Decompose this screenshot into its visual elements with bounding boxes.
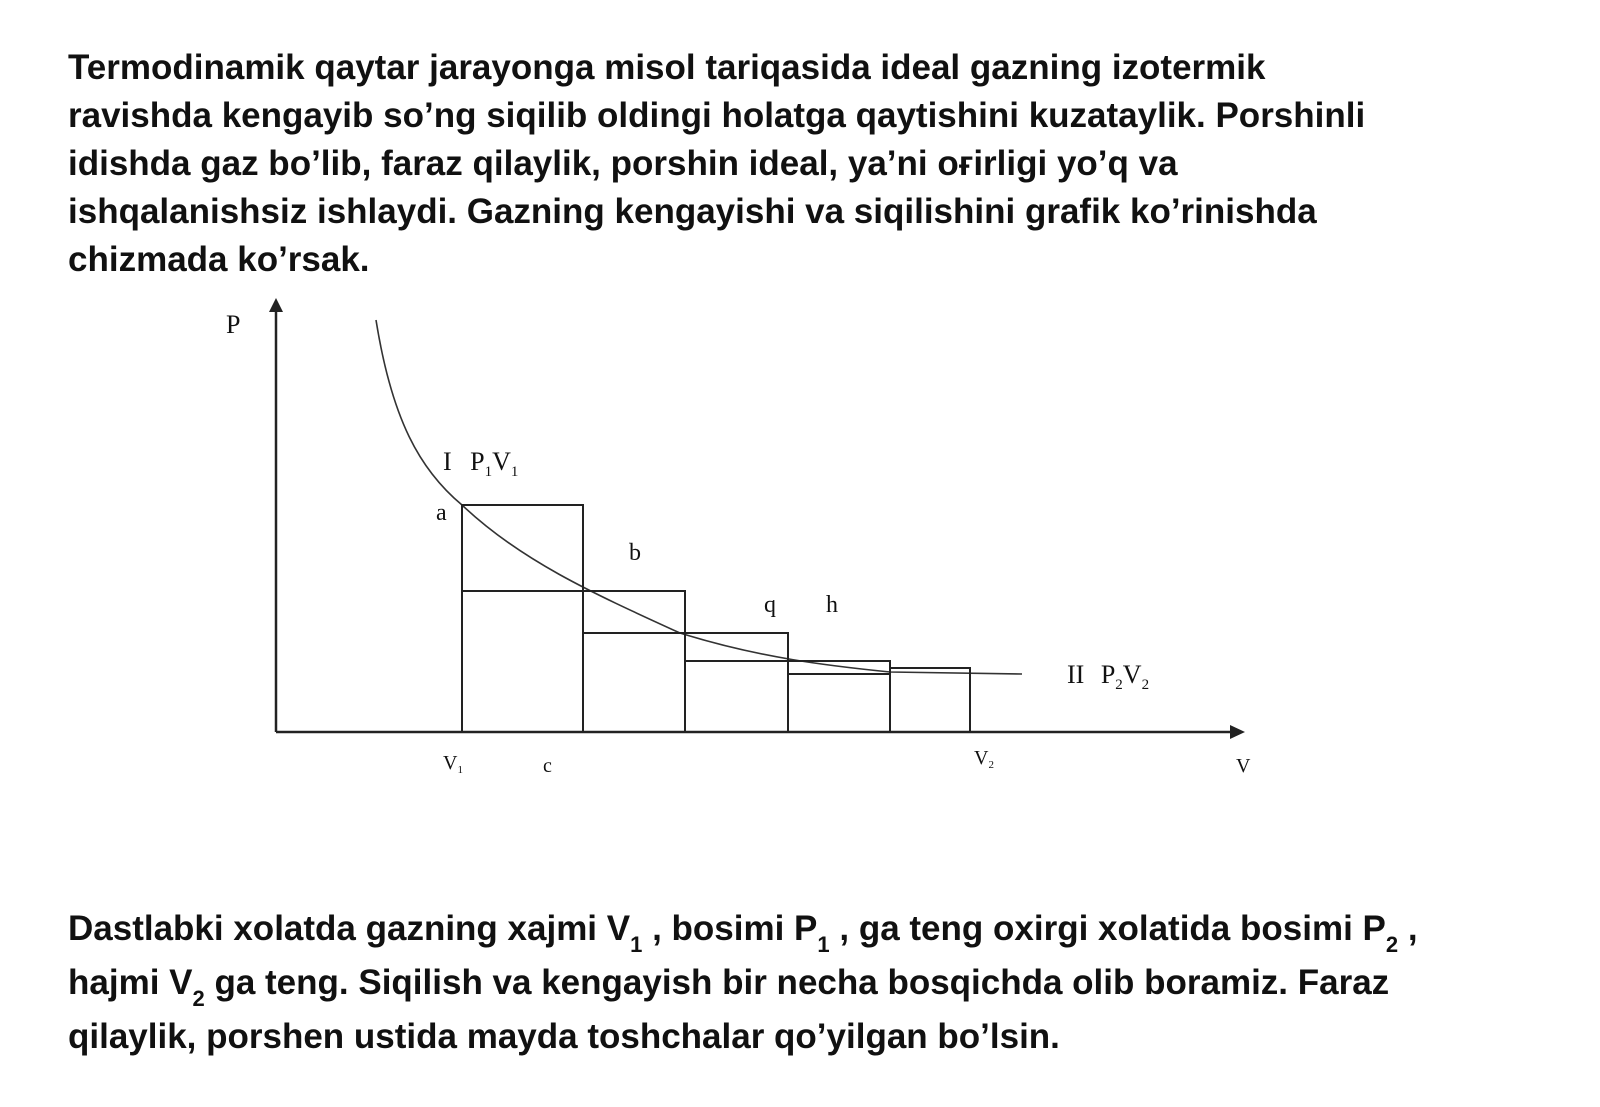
p-axis-label: P [226, 310, 241, 339]
point-a-label: a [436, 500, 447, 526]
state-2-v: V [1122, 660, 1142, 689]
state-1-label [443, 447, 518, 480]
tick-v2-sub: 2 [988, 759, 994, 771]
tick-v1-label [443, 752, 463, 776]
state-1-p-sub: 1 [484, 464, 493, 480]
outro-sub-p2: 2 [1385, 932, 1399, 957]
state-1-roman: I [443, 447, 452, 476]
tick-v1: V [443, 752, 458, 774]
intro-line-4: ishqalanishsiz ishlaydi. Gazning kengayishi va siqilishini grafik ko’rinishda [68, 192, 1317, 231]
point-b-label: b [629, 540, 641, 566]
outro-text-7: qilaylik, porshen ustida mayda toshchalar qo’yilgan bo’lsin. [68, 1017, 1060, 1056]
state-1-v-sub: 1 [510, 464, 519, 480]
outro-sub-v2: 2 [192, 986, 205, 1011]
intro-line-2: ravishda kengayib so’ng siqilib oldingi holatga qaytishini kuzataylik. Porshinli [68, 96, 1366, 135]
outro-text-2: , bosimi P [642, 909, 818, 948]
outro-text-4: , [1398, 909, 1418, 948]
state-2-p-sub: 2 [1115, 677, 1123, 693]
isotherm-curve [376, 320, 1022, 674]
outro-sub-v1: 1 [630, 932, 643, 957]
pv-diagram [0, 280, 1600, 800]
outro-text-3: , ga teng oxirgi xolatida bosimi P [829, 909, 1386, 948]
outro-text-1: Dastlabki xolatda gazning xajmi V [68, 909, 631, 948]
step-rect-1 [462, 505, 583, 732]
p-axis-arrow [269, 298, 283, 312]
intro-line-3: idishda gaz bo’lib, faraz qilaylik, porshin ideal, ya’ni oғirligi yo’q va [68, 144, 1178, 183]
point-h-label: h [826, 592, 838, 618]
outro-text-6: ga teng. Siqilish va kengayish bir necha bosqichda olib boramiz. Faraz [204, 963, 1390, 1002]
state-1-v: V [492, 447, 511, 476]
v-axis-arrow [1230, 725, 1245, 739]
intro-line-5: chizmada ko’rsak. [68, 240, 370, 279]
outro-paragraph [68, 902, 1548, 1064]
intro-paragraph [68, 44, 1548, 284]
point-c-label: c [543, 755, 552, 777]
outro-sub-p1: 1 [817, 932, 830, 957]
state-2-p: P [1100, 660, 1116, 689]
state-2-roman: II [1067, 660, 1085, 689]
tick-v2: V [974, 747, 989, 769]
tick-v1-sub: 1 [457, 764, 463, 776]
state-1-p: P [470, 447, 485, 476]
step-rect-5 [890, 668, 970, 732]
state-2-v-sub: 2 [1141, 677, 1150, 693]
intro-line-1: Termodinamik qaytar jarayonga misol tariqasida ideal gazning izotermik [68, 48, 1266, 87]
v-axis-label: V [1236, 755, 1251, 777]
tick-v2-label [974, 747, 994, 771]
state-2-label [1067, 660, 1149, 693]
point-q-label: q [764, 592, 776, 618]
outro-text-5: hajmi V [68, 963, 193, 1002]
step-rect-4 [788, 661, 890, 732]
